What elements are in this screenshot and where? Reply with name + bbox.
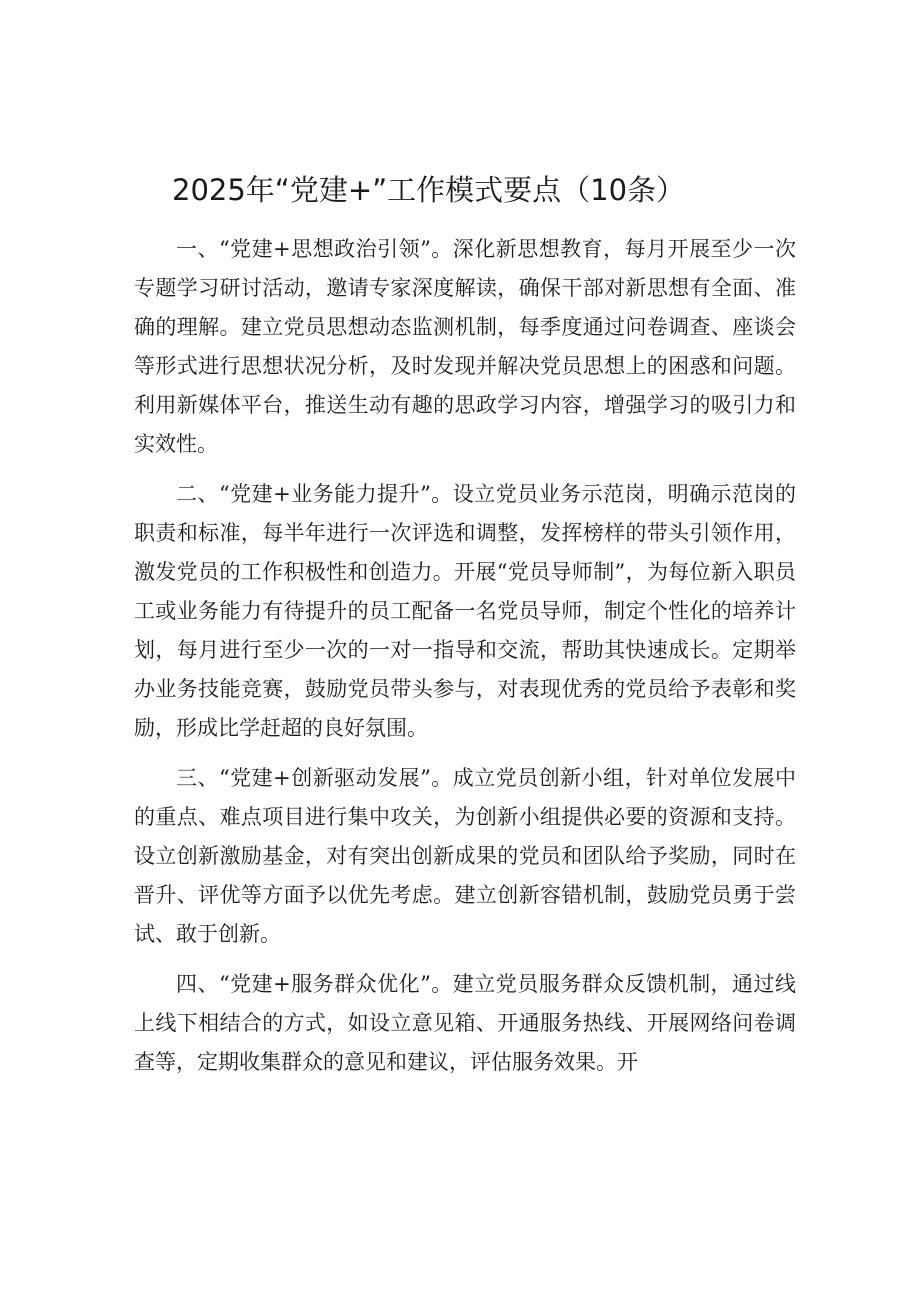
- paragraph-4: 四、“党建+服务群众优化”。建立党员服务群众反馈机制，通过线上线下相结合的方式，如设立意见箱、开通服务热线、开展网络问卷调查等，定期收集群众的意见和建议，评估服务效果。开: [134, 972, 796, 1074]
- paragraph-1: 一、“党建+思想政治引领”。深化新思想教育，每月开展至少一次专题学习研讨活动，邀请专家深度解读，确保干部对新思想有全面、准确的理解。建立党员思想动态监测机制，每季度通过问卷调查、座谈会等形式进行思想状况分析，及时发现并解决党员思想上的困惑和问题。利用新媒体平台，推送生动有趣的思政学习内容，增强学习的吸引力和实效性。: [134, 237, 796, 456]
- document-body: [134, 230, 796, 1093]
- paragraph-3: 三、“党建+创新驱动发展”。成立党员创新小组，针对单位发展中的重点、难点项目进行集中攻关，为创新小组提供必要的资源和支持。设立创新激励基金，对有突出创新成果的党员和团队给予奖励，同时在晋升、评优等方面予以优先考虑。建立创新容错机制，鼓励党员勇于尝试、敢于创新。: [134, 766, 796, 946]
- paragraph-2: 二、“党建+业务能力提升”。设立党员业务示范岗，明确示范岗的职责和标准，每半年进行一次评选和调整，发挥榜样的带头引领作用，激发党员的工作积极性和创造力。开展“党员导师制”，为每位新入职员工或业务能力有待提升的员工配备一名党员导师，制定个性化的培养计划，每月进行至少一次的一对一指导和交流，帮助其快速成长。定期举办业务技能竞赛，鼓励党员带头参与，对表现优秀的党员给予表彰和奖励，形成比学赶超的良好氛围。: [134, 482, 796, 740]
- document-title: 2025年“党建+”工作模式要点（10条）: [172, 173, 686, 207]
